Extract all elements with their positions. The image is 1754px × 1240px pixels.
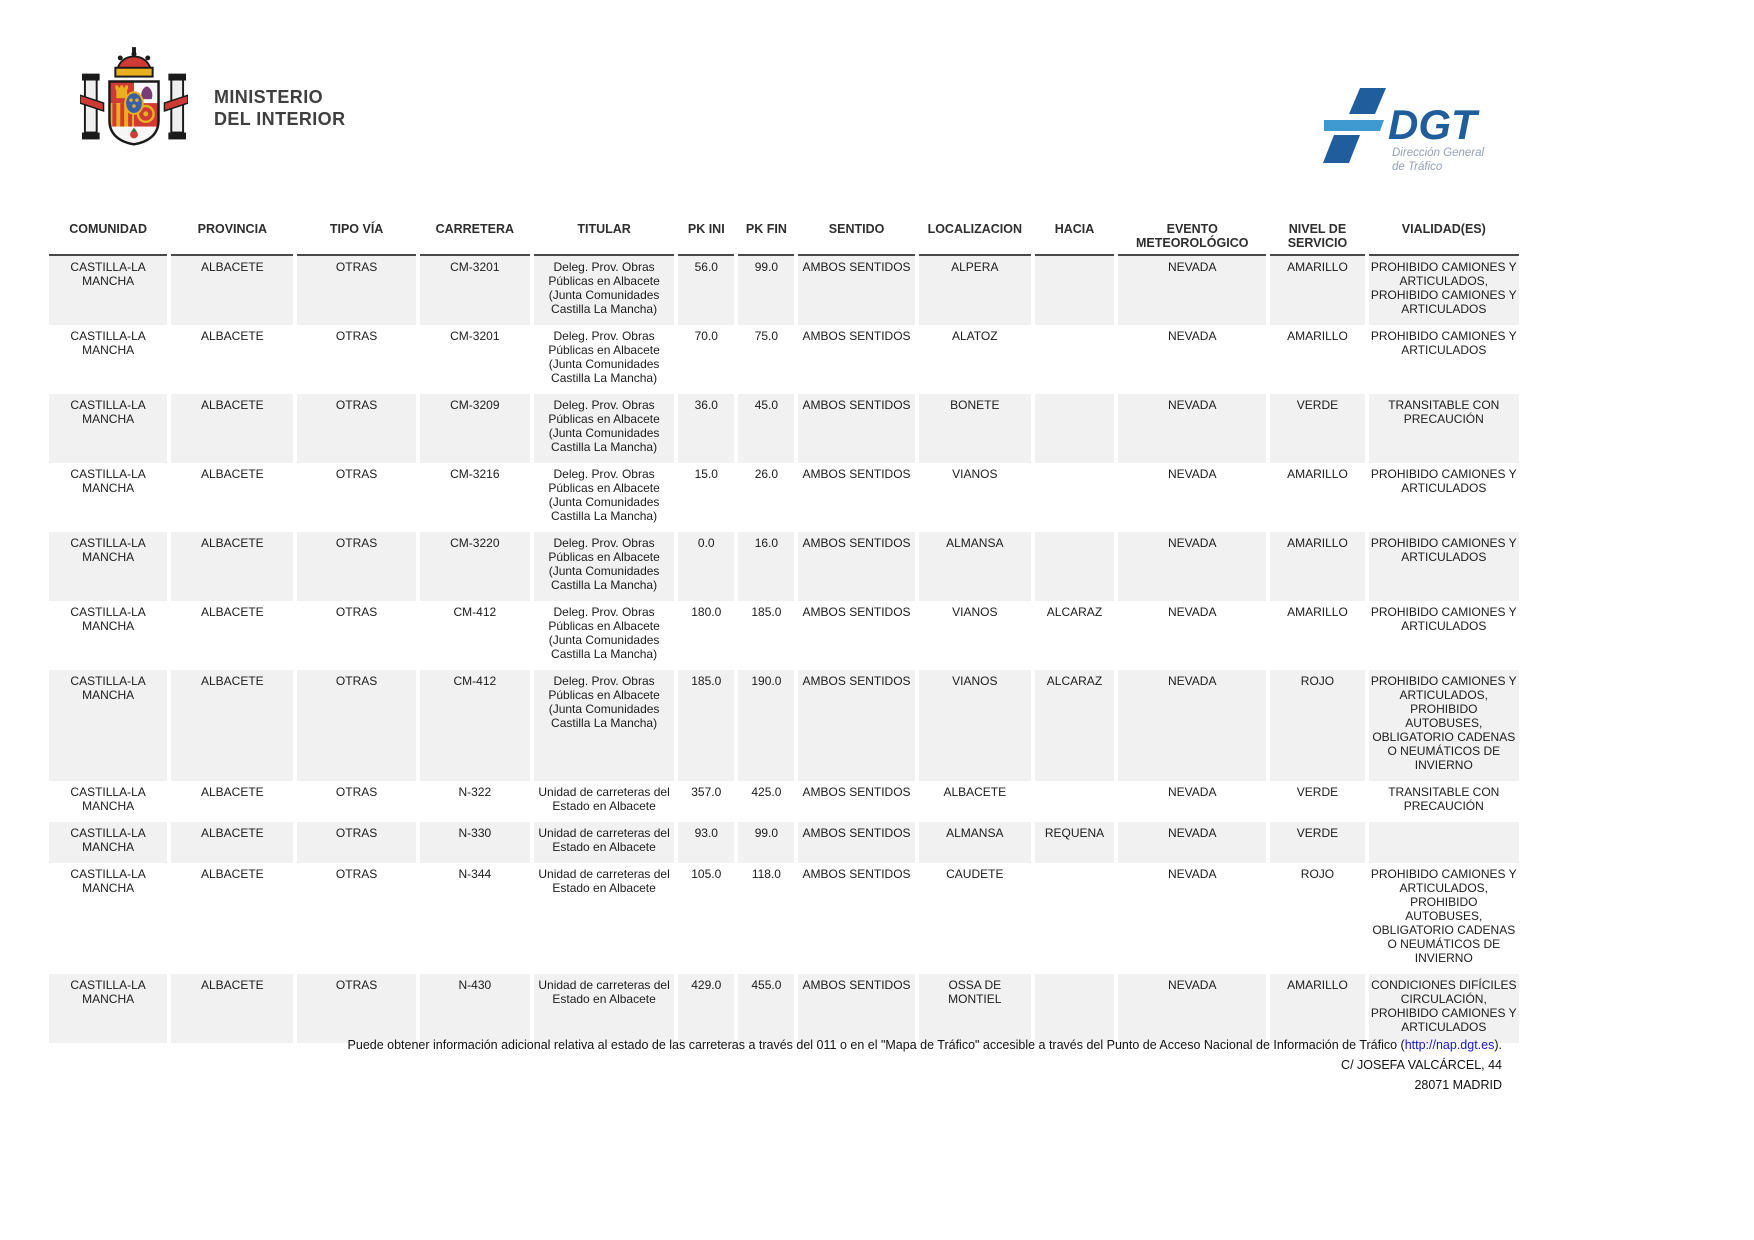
table-cell: VIANOS bbox=[952, 467, 998, 481]
table-cell: ALBACETE bbox=[171, 532, 293, 601]
table-cell: 70.0 bbox=[694, 329, 718, 343]
table-cell: 425.0 bbox=[751, 785, 782, 799]
column-header: VIALIDAD(ES) bbox=[1369, 220, 1519, 256]
table-cell: OTRAS bbox=[335, 867, 378, 881]
table-cell: VERDE bbox=[1270, 394, 1364, 463]
footer-address-line2: 28071 MADRID bbox=[1414, 1078, 1502, 1092]
table-cell: CASTILLA-LA MANCHA bbox=[49, 532, 167, 601]
table-cell: PROHIBIDO CAMIONES Y ARTICULADOS bbox=[1370, 605, 1517, 633]
table-cell: AMBOS SENTIDOS bbox=[798, 532, 914, 601]
table-cell: ALBACETE bbox=[201, 467, 264, 481]
table-cell bbox=[1035, 781, 1114, 822]
table-cell: AMBOS SENTIDOS bbox=[798, 256, 914, 325]
table-cell: NEVADA bbox=[1167, 785, 1217, 799]
table-cell: N-322 bbox=[458, 785, 492, 799]
table-cell: ALPERA bbox=[919, 256, 1031, 325]
table-cell: ALBACETE bbox=[201, 785, 264, 799]
table-cell bbox=[1035, 325, 1114, 394]
table-cell: N-330 bbox=[420, 822, 530, 863]
table-cell: 15.0 bbox=[694, 467, 718, 481]
table-row bbox=[49, 974, 1519, 1043]
column-header: SENTIDO bbox=[798, 220, 914, 256]
table-cell: 99.0 bbox=[738, 256, 794, 325]
table-cell: AMBOS SENTIDOS bbox=[802, 867, 911, 881]
table-cell: NEVADA bbox=[1167, 605, 1217, 619]
column-header: PK FIN bbox=[738, 220, 794, 256]
table-cell: Deleg. Prov. Obras Públicas en Albacete (Junta Comunidades Castilla La Mancha) bbox=[548, 329, 660, 385]
table-cell: PROHIBIDO CAMIONES Y ARTICULADOS bbox=[1370, 467, 1517, 495]
table-cell: Deleg. Prov. Obras Públicas en Albacete (Junta Comunidades Castilla La Mancha) bbox=[534, 394, 674, 463]
column-header: EVENTO METEOROLÓGICO bbox=[1118, 220, 1266, 256]
table-cell: NEVADA bbox=[1118, 974, 1266, 1043]
table-cell: ALBACETE bbox=[201, 867, 264, 881]
nap-link[interactable]: http://nap.dgt.es bbox=[1404, 1038, 1495, 1052]
table-row bbox=[49, 781, 1519, 822]
ministry-title-line1: MINISTERIO bbox=[214, 87, 324, 107]
table-cell: 185.0 bbox=[751, 605, 782, 619]
table-cell: CONDICIONES DIFÍCILES CIRCULACIÓN, PROHIBIDO CAMIONES Y ARTICULADOS bbox=[1369, 974, 1519, 1043]
table-cell: CASTILLA-LA MANCHA bbox=[70, 329, 146, 357]
column-header: COMUNIDAD bbox=[49, 220, 167, 256]
table-cell: CASTILLA-LA MANCHA bbox=[49, 974, 167, 1043]
table-cell: VIANOS bbox=[919, 670, 1031, 781]
table-cell: AMBOS SENTIDOS bbox=[798, 974, 914, 1043]
spain-coat-of-arms-icon bbox=[80, 44, 188, 172]
table-cell: CM-3216 bbox=[450, 467, 500, 481]
column-header: CARRETERA bbox=[420, 220, 530, 256]
table-cell: ALBACETE bbox=[171, 974, 293, 1043]
dgt-wordmark: DGT bbox=[1388, 101, 1477, 148]
table-cell bbox=[1369, 822, 1519, 863]
table-cell: BONETE bbox=[919, 394, 1031, 463]
table-cell: CM-3201 bbox=[450, 329, 500, 343]
table-cell: 190.0 bbox=[738, 670, 794, 781]
table-cell: NEVADA bbox=[1167, 329, 1217, 343]
table-cell: ALATOZ bbox=[952, 329, 998, 343]
table-cell: ALBACETE bbox=[201, 605, 264, 619]
table-cell: 105.0 bbox=[691, 867, 722, 881]
table-row bbox=[49, 394, 1519, 463]
table-cell: CASTILLA-LA MANCHA bbox=[49, 394, 167, 463]
table-cell: CM-3209 bbox=[420, 394, 530, 463]
column-header: TIPO VÍA bbox=[297, 220, 415, 256]
table-cell: CM-3201 bbox=[420, 256, 530, 325]
table-cell: TRANSITABLE CON PRECAUCIÓN bbox=[1369, 394, 1519, 463]
table-cell: NEVADA bbox=[1118, 532, 1266, 601]
table-cell: NEVADA bbox=[1118, 394, 1266, 463]
table-cell: PROHIBIDO CAMIONES Y ARTICULADOS, PROHIBIDO AUTOBUSES, OBLIGATORIO CADENAS O NEUMÁTICOS DE INVIERNO bbox=[1369, 670, 1519, 781]
table-cell: OTRAS bbox=[297, 394, 415, 463]
table-cell: N-430 bbox=[420, 974, 530, 1043]
table-cell: 180.0 bbox=[691, 605, 722, 619]
table-cell: CM-412 bbox=[420, 670, 530, 781]
footer-address-line1: C/ JOSEFA VALCÁRCEL, 44 bbox=[1341, 1058, 1502, 1072]
dgt-road-symbol-icon bbox=[1323, 88, 1386, 163]
table-cell: AMARILLO bbox=[1287, 605, 1348, 619]
table-cell: 455.0 bbox=[738, 974, 794, 1043]
table-cell bbox=[1035, 394, 1114, 463]
table-cell: 93.0 bbox=[678, 822, 734, 863]
table-cell: 185.0 bbox=[678, 670, 734, 781]
table-row bbox=[49, 325, 1519, 394]
table-cell: 118.0 bbox=[751, 867, 781, 881]
table-cell: CASTILLA-LA MANCHA bbox=[70, 605, 146, 633]
column-header: PK INI bbox=[678, 220, 734, 256]
table-cell: ALBACETE bbox=[201, 329, 264, 343]
table-row bbox=[49, 601, 1519, 670]
table-cell: ALCARAZ bbox=[1046, 605, 1103, 619]
table-cell: OTRAS bbox=[335, 605, 378, 619]
table-cell bbox=[1035, 532, 1114, 601]
table-row bbox=[49, 863, 1519, 974]
table-cell bbox=[1035, 974, 1114, 1043]
table-cell: N-344 bbox=[458, 867, 492, 881]
table-cell: AMBOS SENTIDOS bbox=[802, 329, 911, 343]
table-cell: Deleg. Prov. Obras Públicas en Albacete (Junta Comunidades Castilla La Mancha) bbox=[534, 256, 674, 325]
table-cell: AMBOS SENTIDOS bbox=[802, 785, 911, 799]
ministry-title bbox=[214, 86, 345, 130]
road-status-table-wrap bbox=[45, 220, 1523, 1043]
table-cell: VERDE bbox=[1296, 785, 1339, 799]
table-cell: 429.0 bbox=[678, 974, 734, 1043]
table-cell: 357.0 bbox=[691, 785, 722, 799]
table-cell: OTRAS bbox=[297, 670, 415, 781]
table-cell: 0.0 bbox=[678, 532, 734, 601]
footer bbox=[120, 1035, 1502, 1095]
table-cell: REQUENA bbox=[1035, 822, 1114, 863]
table-cell: AMBOS SENTIDOS bbox=[798, 822, 914, 863]
footer-info-prefix: Puede obtener información adicional relativa al estado de las carreteras a través del 011 o en el "Mapa de Tráfico" accesible a través del Punto de Acceso Nacional de Información de Tráfico ( bbox=[347, 1038, 1405, 1052]
road-status-table bbox=[45, 220, 1523, 1043]
ministry-title-line2: DEL INTERIOR bbox=[214, 109, 346, 129]
table-cell: ALMANSA bbox=[919, 822, 1031, 863]
table-cell: 36.0 bbox=[678, 394, 734, 463]
table-cell: PROHIBIDO CAMIONES Y ARTICULADOS bbox=[1370, 329, 1517, 357]
table-cell: ALBACETE bbox=[171, 256, 293, 325]
table-cell: NEVADA bbox=[1167, 467, 1217, 481]
table-cell: TRANSITABLE CON PRECAUCIÓN bbox=[1388, 785, 1500, 813]
table-cell: Unidad de carreteras del Estado en Albacete bbox=[534, 822, 674, 863]
table-cell: ROJO bbox=[1270, 670, 1364, 781]
table-cell: ROJO bbox=[1300, 867, 1335, 881]
table-cell: OSSA DE MONTIEL bbox=[919, 974, 1031, 1043]
table-cell: OTRAS bbox=[335, 785, 378, 799]
dgt-logo bbox=[1322, 84, 1492, 179]
table-cell: CASTILLA-LA MANCHA bbox=[49, 670, 167, 781]
table-cell: Deleg. Prov. Obras Públicas en Albacete (Junta Comunidades Castilla La Mancha) bbox=[548, 605, 660, 661]
column-header: NIVEL DE SERVICIO bbox=[1270, 220, 1364, 256]
table-cell bbox=[1035, 863, 1114, 974]
table-cell: NEVADA bbox=[1167, 867, 1217, 881]
column-header: HACIA bbox=[1035, 220, 1114, 256]
table-cell: CASTILLA-LA MANCHA bbox=[70, 785, 146, 813]
dgt-subtitle-line2: de Tráfico bbox=[1392, 161, 1443, 173]
table-cell: ALMANSA bbox=[919, 532, 1031, 601]
table-cell: AMARILLO bbox=[1287, 467, 1348, 481]
table-cell: Deleg. Prov. Obras Públicas en Albacete (Junta Comunidades Castilla La Mancha) bbox=[534, 532, 674, 601]
table-cell: 16.0 bbox=[738, 532, 794, 601]
table-cell bbox=[1035, 463, 1114, 532]
table-cell: PROHIBIDO CAMIONES Y ARTICULADOS, PROHIBIDO AUTOBUSES, OBLIGATORIO CADENAS O NEUMÁTICOS DE INVIERNO bbox=[1370, 867, 1517, 965]
table-cell: Deleg. Prov. Obras Públicas en Albacete (Junta Comunidades Castilla La Mancha) bbox=[548, 467, 660, 523]
table-row bbox=[49, 822, 1519, 863]
column-header: TITULAR bbox=[534, 220, 674, 256]
table-cell: CM-412 bbox=[453, 605, 497, 619]
table-cell: AMBOS SENTIDOS bbox=[798, 394, 914, 463]
table-cell: CAUDETE bbox=[946, 867, 1004, 881]
table-cell: ALBACETE bbox=[171, 394, 293, 463]
table-cell: OTRAS bbox=[297, 822, 415, 863]
table-cell: 99.0 bbox=[738, 822, 794, 863]
table-cell: OTRAS bbox=[297, 256, 415, 325]
table-cell: NEVADA bbox=[1118, 256, 1266, 325]
footer-info-suffix: ). bbox=[1494, 1038, 1502, 1052]
table-cell: CM-3220 bbox=[420, 532, 530, 601]
table-cell: AMBOS SENTIDOS bbox=[798, 670, 914, 781]
table-cell: Unidad de carreteras del Estado en Albacete bbox=[538, 785, 670, 813]
table-cell: 45.0 bbox=[738, 394, 794, 463]
table-cell: ALCARAZ bbox=[1035, 670, 1114, 781]
column-header: PROVINCIA bbox=[171, 220, 293, 256]
table-row bbox=[49, 532, 1519, 601]
table-cell: 26.0 bbox=[754, 467, 779, 481]
table-cell bbox=[1035, 256, 1114, 325]
table-cell: OTRAS bbox=[335, 467, 378, 481]
table-cell: CASTILLA-LA MANCHA bbox=[49, 256, 167, 325]
table-cell: CASTILLA-LA MANCHA bbox=[49, 822, 167, 863]
table-cell: AMARILLO bbox=[1270, 256, 1364, 325]
table-cell: OTRAS bbox=[335, 329, 378, 343]
column-header: LOCALIZACION bbox=[919, 220, 1031, 256]
table-cell: PROHIBIDO CAMIONES Y ARTICULADOS, PROHIBIDO CAMIONES Y ARTICULADOS bbox=[1369, 256, 1519, 325]
table-cell: 75.0 bbox=[754, 329, 779, 343]
table-cell: ALBACETE bbox=[171, 670, 293, 781]
table-cell: NEVADA bbox=[1118, 670, 1266, 781]
table-cell: AMARILLO bbox=[1287, 329, 1348, 343]
table-cell: AMBOS SENTIDOS bbox=[802, 467, 911, 481]
table-cell: ALBACETE bbox=[171, 822, 293, 863]
table-row bbox=[49, 670, 1519, 781]
dgt-subtitle-line1: Dirección General bbox=[1392, 147, 1485, 159]
table-cell: PROHIBIDO CAMIONES Y ARTICULADOS bbox=[1369, 532, 1519, 601]
table-cell: AMBOS SENTIDOS bbox=[802, 605, 911, 619]
footer-info-line bbox=[120, 1035, 1502, 1055]
table-cell: Unidad de carreteras del Estado en Albacete bbox=[538, 867, 670, 895]
table-cell: 56.0 bbox=[678, 256, 734, 325]
table-cell: VERDE bbox=[1270, 822, 1364, 863]
table-cell: OTRAS bbox=[297, 532, 415, 601]
table-cell: ALBACETE bbox=[943, 785, 1007, 799]
table-cell: OTRAS bbox=[297, 974, 415, 1043]
table-cell: AMARILLO bbox=[1270, 974, 1364, 1043]
table-cell: VIANOS bbox=[952, 605, 998, 619]
table-cell: Deleg. Prov. Obras Públicas en Albacete (Junta Comunidades Castilla La Mancha) bbox=[534, 670, 674, 781]
table-cell: AMARILLO bbox=[1270, 532, 1364, 601]
table-cell: CASTILLA-LA MANCHA bbox=[70, 867, 146, 895]
table-row bbox=[49, 256, 1519, 325]
table-row bbox=[49, 463, 1519, 532]
table-cell: Unidad de carreteras del Estado en Albacete bbox=[534, 974, 674, 1043]
table-cell: NEVADA bbox=[1118, 822, 1266, 863]
table-cell: CASTILLA-LA MANCHA bbox=[70, 467, 146, 495]
table-header-row bbox=[49, 220, 1519, 256]
